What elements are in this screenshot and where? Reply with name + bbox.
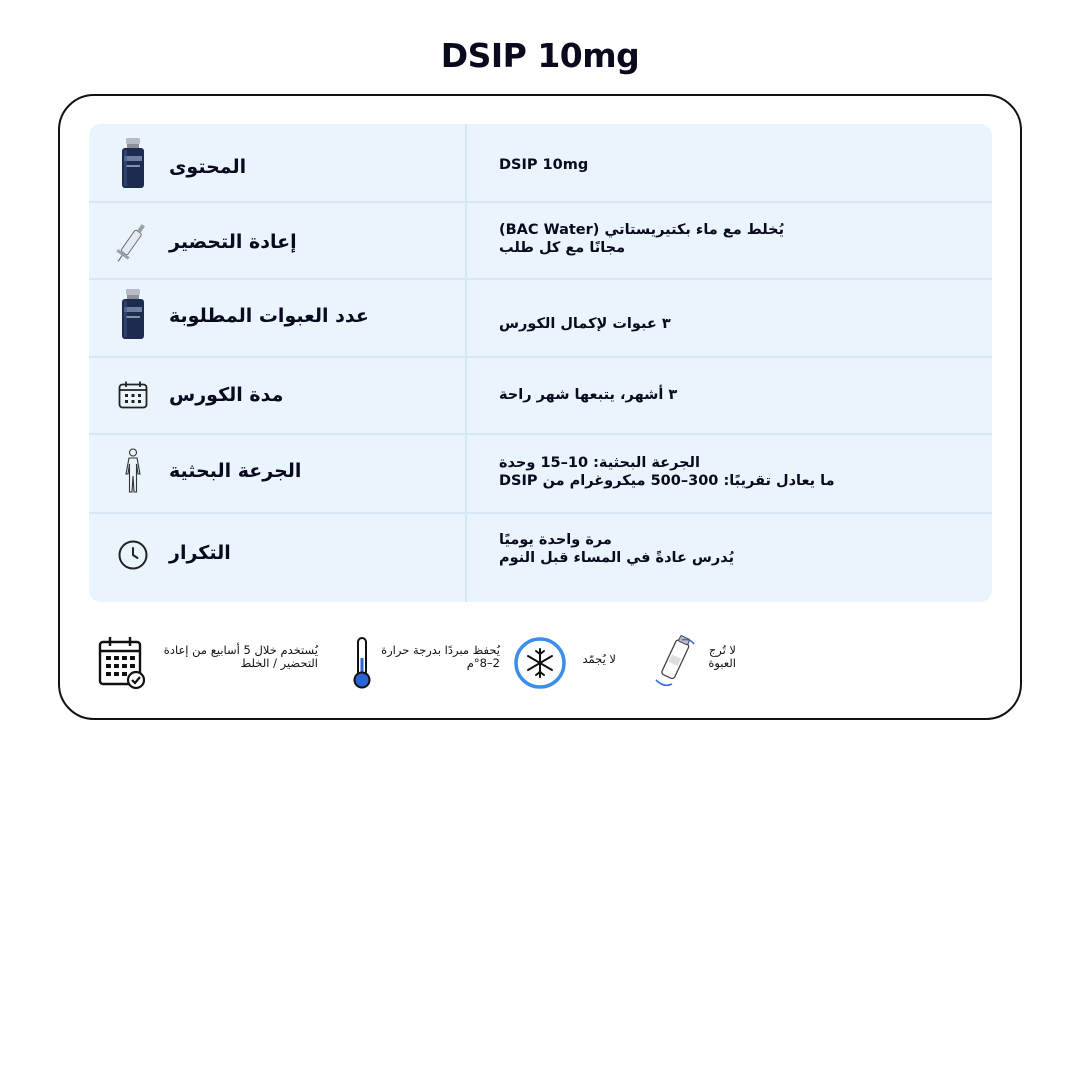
value-line: ٣ عبوات لإكمال الكورس	[499, 316, 671, 332]
value-line: الجرعة البحثية: 10–15 وحدة	[499, 455, 700, 471]
use-within-note: يُستخدم خلال 5 أسابيع من إعادة التحضير / الخلط	[163, 643, 318, 670]
clock-icon	[113, 539, 153, 571]
value-line: يُدرس عادةً في المساء قبل النوم	[499, 550, 735, 566]
row-label: التكرار	[169, 542, 231, 564]
calendar-icon	[113, 381, 153, 409]
row-value	[499, 156, 969, 174]
snowflake-icon	[513, 636, 567, 694]
info-table	[89, 124, 992, 602]
table-row-vials	[89, 279, 992, 358]
row-label: المحتوى	[169, 156, 247, 178]
table-row-content	[89, 124, 992, 203]
page-title: DSIP 10mg	[440, 36, 640, 75]
info-card	[58, 94, 1022, 720]
syringe-icon	[113, 217, 153, 263]
row-label: الجرعة البحثية	[169, 460, 302, 482]
table-row-frequency	[89, 513, 992, 602]
storage-note: يُحفظ مبردًا بدرجة حرارة 2–8°م	[381, 643, 500, 670]
value-line: ٣ أشهر، يتبعها شهر راحة	[499, 387, 678, 403]
row-value	[499, 386, 969, 404]
value-line: DSIP ما يعادل تقريبًا: 300–500 ميكروغرام من	[499, 473, 835, 489]
value-line: DSIP 10mg	[499, 157, 589, 173]
no-shake-note: لا تُرج العبوة	[708, 643, 736, 670]
row-value	[499, 315, 969, 333]
row-label: عدد العبوات المطلوبة	[169, 305, 369, 327]
table-row-duration	[89, 357, 992, 435]
row-value	[499, 454, 969, 490]
table-row-reconstitution	[89, 201, 992, 280]
vial-icon	[113, 138, 153, 190]
thermometer-icon	[350, 636, 374, 694]
value-line: مرة واحدة يوميًا	[499, 532, 612, 548]
row-label: إعادة التحضير	[169, 231, 297, 253]
row-value	[499, 221, 969, 257]
row-value	[499, 531, 969, 567]
calendar-check-icon	[98, 636, 148, 694]
value-line: مجانًا مع كل طلب	[499, 240, 626, 256]
row-label: مدة الكورس	[169, 384, 284, 406]
vial-icon	[113, 289, 153, 341]
no-freeze-note: لا يُجمّد	[582, 652, 616, 666]
human-body-icon	[113, 448, 153, 494]
table-row-dose	[89, 434, 992, 514]
no-shake-icon	[650, 632, 698, 696]
value-line: (BAC Water) يُخلط مع ماء بكتيريستاتي	[499, 222, 785, 238]
